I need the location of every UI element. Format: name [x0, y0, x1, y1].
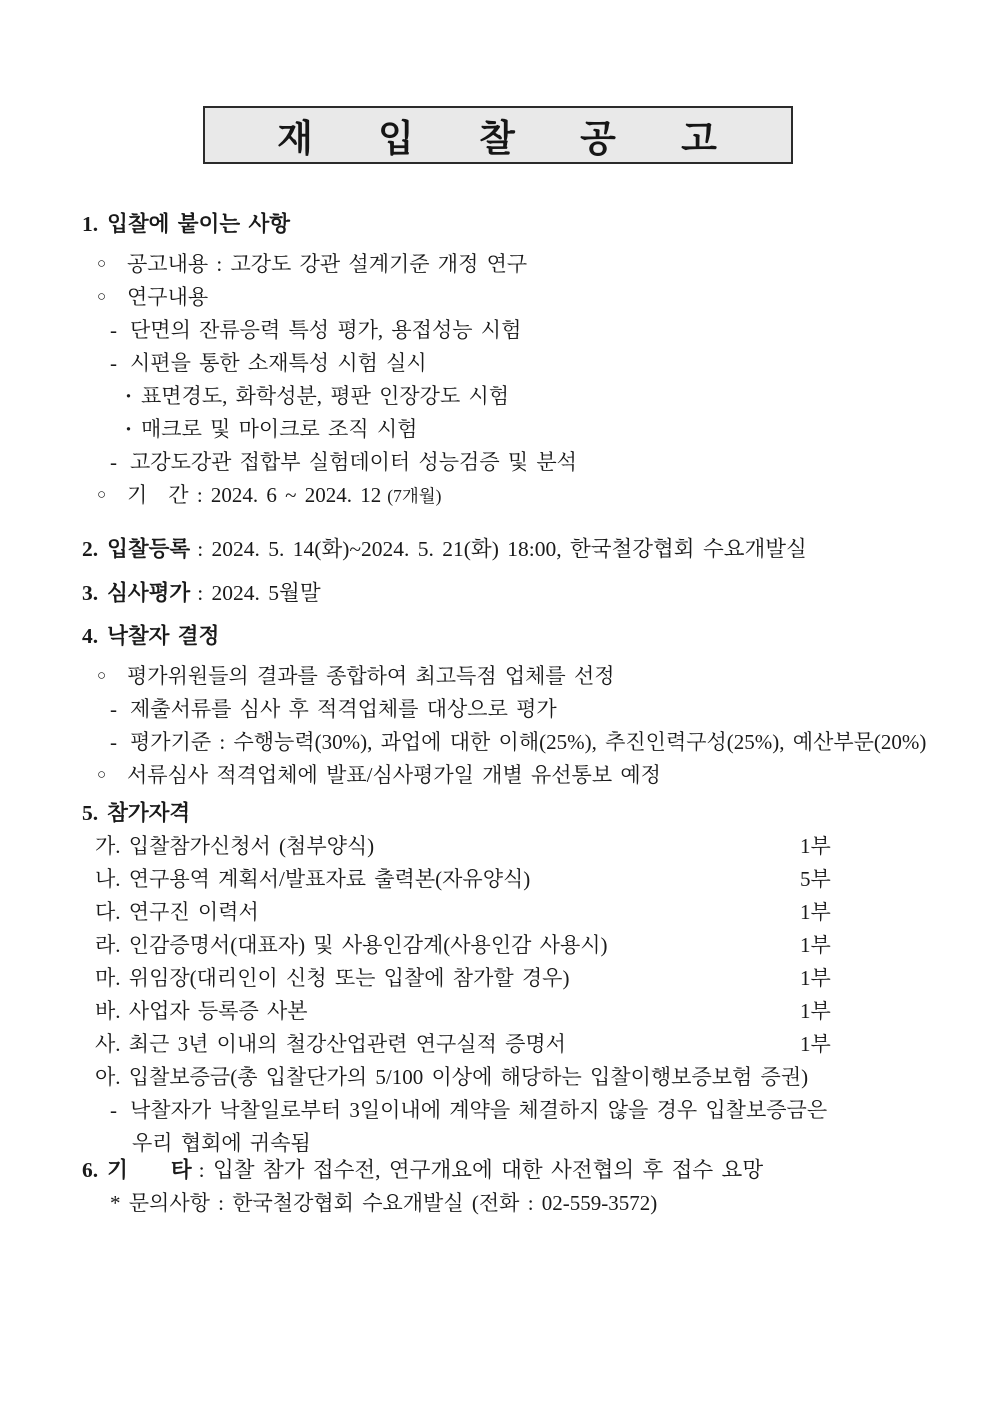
attachment-row [82, 830, 932, 863]
period-value: 기 간 : 2024. 6 ~ 2024. 12 [127, 483, 382, 507]
attachment-label: 라. 인감증명서(대표자) 및 사용인감계(사용인감 사용시) [95, 933, 608, 957]
selection-method-text: 평가위원들의 결과를 종합하여 최고득점 업체를 선정 [127, 664, 615, 688]
line-research-content [82, 281, 932, 314]
section-4-title: 낙찰자 결정 [107, 624, 220, 648]
section-4-number: 4. [82, 624, 99, 648]
attachment-copies: 1부 [800, 1032, 831, 1056]
circle-bullet: ○ [97, 668, 107, 684]
research-subitem-text: 매크로 및 마이크로 조직 시험 [141, 417, 418, 441]
section-5-number: 5. [82, 801, 99, 825]
dash-bullet: - [110, 351, 117, 375]
line-research-item-1 [82, 314, 932, 347]
section-evaluation [82, 577, 932, 610]
line-screening [82, 693, 932, 726]
bid-deposit-text: 아. 입찰보증금(총 입찰단가의 5/100 이상에 해당하는 입찰이행보증보험 증권) [95, 1065, 809, 1089]
attachment-row [82, 863, 932, 896]
dash-bullet: - [110, 730, 117, 754]
deposit-forfeit-continuation: 우리 협회에 귀속됨 [132, 1131, 311, 1155]
attachment-row [82, 1028, 932, 1061]
section-6-title: 기 타 [107, 1158, 192, 1182]
notification-text: 서류심사 적격업체에 발표/심사평가일 개별 유선통보 예정 [127, 763, 661, 787]
line-research-item-2 [82, 347, 932, 380]
dash-bullet: - [110, 1098, 117, 1122]
research-item-text: 단면의 잔류응력 특성 평가, 용접성능 시험 [130, 318, 522, 342]
circle-bullet: ○ [97, 767, 107, 783]
screening-text: 제출서류를 심사 후 적격업체를 대상으로 평가 [130, 697, 557, 721]
line-notice-content [82, 248, 932, 281]
evaluation-criteria-text: 평가기준 : 수행능력(30%), 과업에 대한 이해(25%), 추진인력구성(25%), 예산부문(20%) [130, 730, 927, 754]
section-3-title: 심사평가 [107, 581, 191, 605]
section-bid-registration [82, 533, 932, 566]
section-1-title: 입찰에 붙이는 사항 [107, 212, 291, 236]
attachment-copies: 1부 [800, 933, 831, 957]
document-body [0, 164, 992, 1220]
section-6-heading [82, 1154, 932, 1187]
research-item-text: 고강도강관 접합부 실험데이터 성능검증 및 분석 [130, 450, 577, 474]
attachment-label: 사. 최근 3년 이내의 철강산업관련 연구실적 증명서 [95, 1032, 566, 1056]
section-misc [82, 1154, 932, 1220]
attachment-copies: 1부 [800, 999, 831, 1023]
section-1-number: 1. [82, 212, 99, 236]
line-period [82, 479, 932, 513]
line-research-subitem-1 [82, 380, 932, 413]
research-item-text: 시편을 통한 소재특성 시험 실시 [130, 351, 427, 375]
circle-bullet: ○ [97, 487, 107, 503]
line-deposit-forfeit [82, 1094, 932, 1127]
notice-content-text: 공고내용 : 고강도 강관 설계기준 개정 연구 [127, 252, 528, 276]
attachment-label: 가. 입찰참가신청서 (첨부양식) [95, 834, 375, 858]
line-bid-deposit [82, 1061, 932, 1094]
section-3-number: 3. [82, 581, 99, 605]
dot-bullet: · [125, 384, 133, 408]
attachment-copies: 5부 [800, 867, 831, 891]
section-2-number: 2. [82, 537, 99, 561]
section-1-heading [82, 208, 932, 241]
circle-bullet: ○ [97, 289, 107, 305]
attachment-row [82, 929, 932, 962]
contact-info: * 문의사항 : 한국철강협회 수요개발실 (전화 : 02-559-3572) [110, 1191, 658, 1215]
research-content-text: 연구내용 [127, 285, 209, 309]
attachment-label: 다. 연구진 이력서 [95, 900, 259, 924]
dot-bullet: · [125, 417, 133, 441]
title-box [203, 106, 793, 164]
circle-bullet: ○ [97, 256, 107, 272]
attachment-copies: 1부 [800, 834, 831, 858]
evaluation-date-text: : 2024. 5월말 [197, 581, 321, 605]
deposit-forfeit-text: 낙찰자가 낙찰일로부터 3일이내에 계약을 체결하지 않을 경우 입찰보증금은 [130, 1098, 828, 1122]
dash-bullet: - [110, 450, 117, 474]
line-research-item-3 [82, 446, 932, 479]
attachment-row [82, 896, 932, 929]
section-5-title: 참가자격 [107, 801, 191, 825]
section-bid-terms [82, 208, 932, 513]
dash-bullet: - [110, 318, 117, 342]
section-qualifications [82, 797, 932, 1160]
attachment-label: 마. 위임장(대리인이 신청 또는 입찰에 참가할 경우) [95, 966, 570, 990]
period-text [127, 479, 932, 513]
attachment-copies: 1부 [800, 900, 831, 924]
dash-bullet: - [110, 697, 117, 721]
attachment-label: 바. 사업자 등록증 사본 [95, 999, 308, 1023]
section-6-number: 6. [82, 1158, 99, 1182]
attachment-row [82, 995, 932, 1028]
misc-text: : 입찰 참가 접수전, 연구개요에 대한 사전협의 후 접수 요망 [198, 1158, 764, 1182]
line-evaluation-criteria [82, 726, 932, 759]
document-title: 재 입 찰 공 고 [277, 119, 719, 160]
attachment-copies: 1부 [800, 966, 831, 990]
attachment-row [82, 962, 932, 995]
registration-period-text: : 2024. 5. 14(화)~2024. 5. 21(화) 18:00, 한국철강협회 수요개발실 [197, 537, 807, 561]
section-2-title: 입찰등록 [107, 537, 191, 561]
section-5-heading [82, 797, 932, 830]
line-research-subitem-2 [82, 413, 932, 446]
line-selection-method [82, 660, 932, 693]
period-duration-note: (7개월) [387, 486, 442, 506]
line-notification [82, 759, 932, 792]
section-winner-decision [82, 620, 932, 792]
attachment-label: 나. 연구용역 계획서/발표자료 출력본(자유양식) [95, 867, 531, 891]
research-subitem-text: 표면경도, 화학성분, 평판 인장강도 시험 [141, 384, 510, 408]
section-4-heading [82, 620, 932, 653]
